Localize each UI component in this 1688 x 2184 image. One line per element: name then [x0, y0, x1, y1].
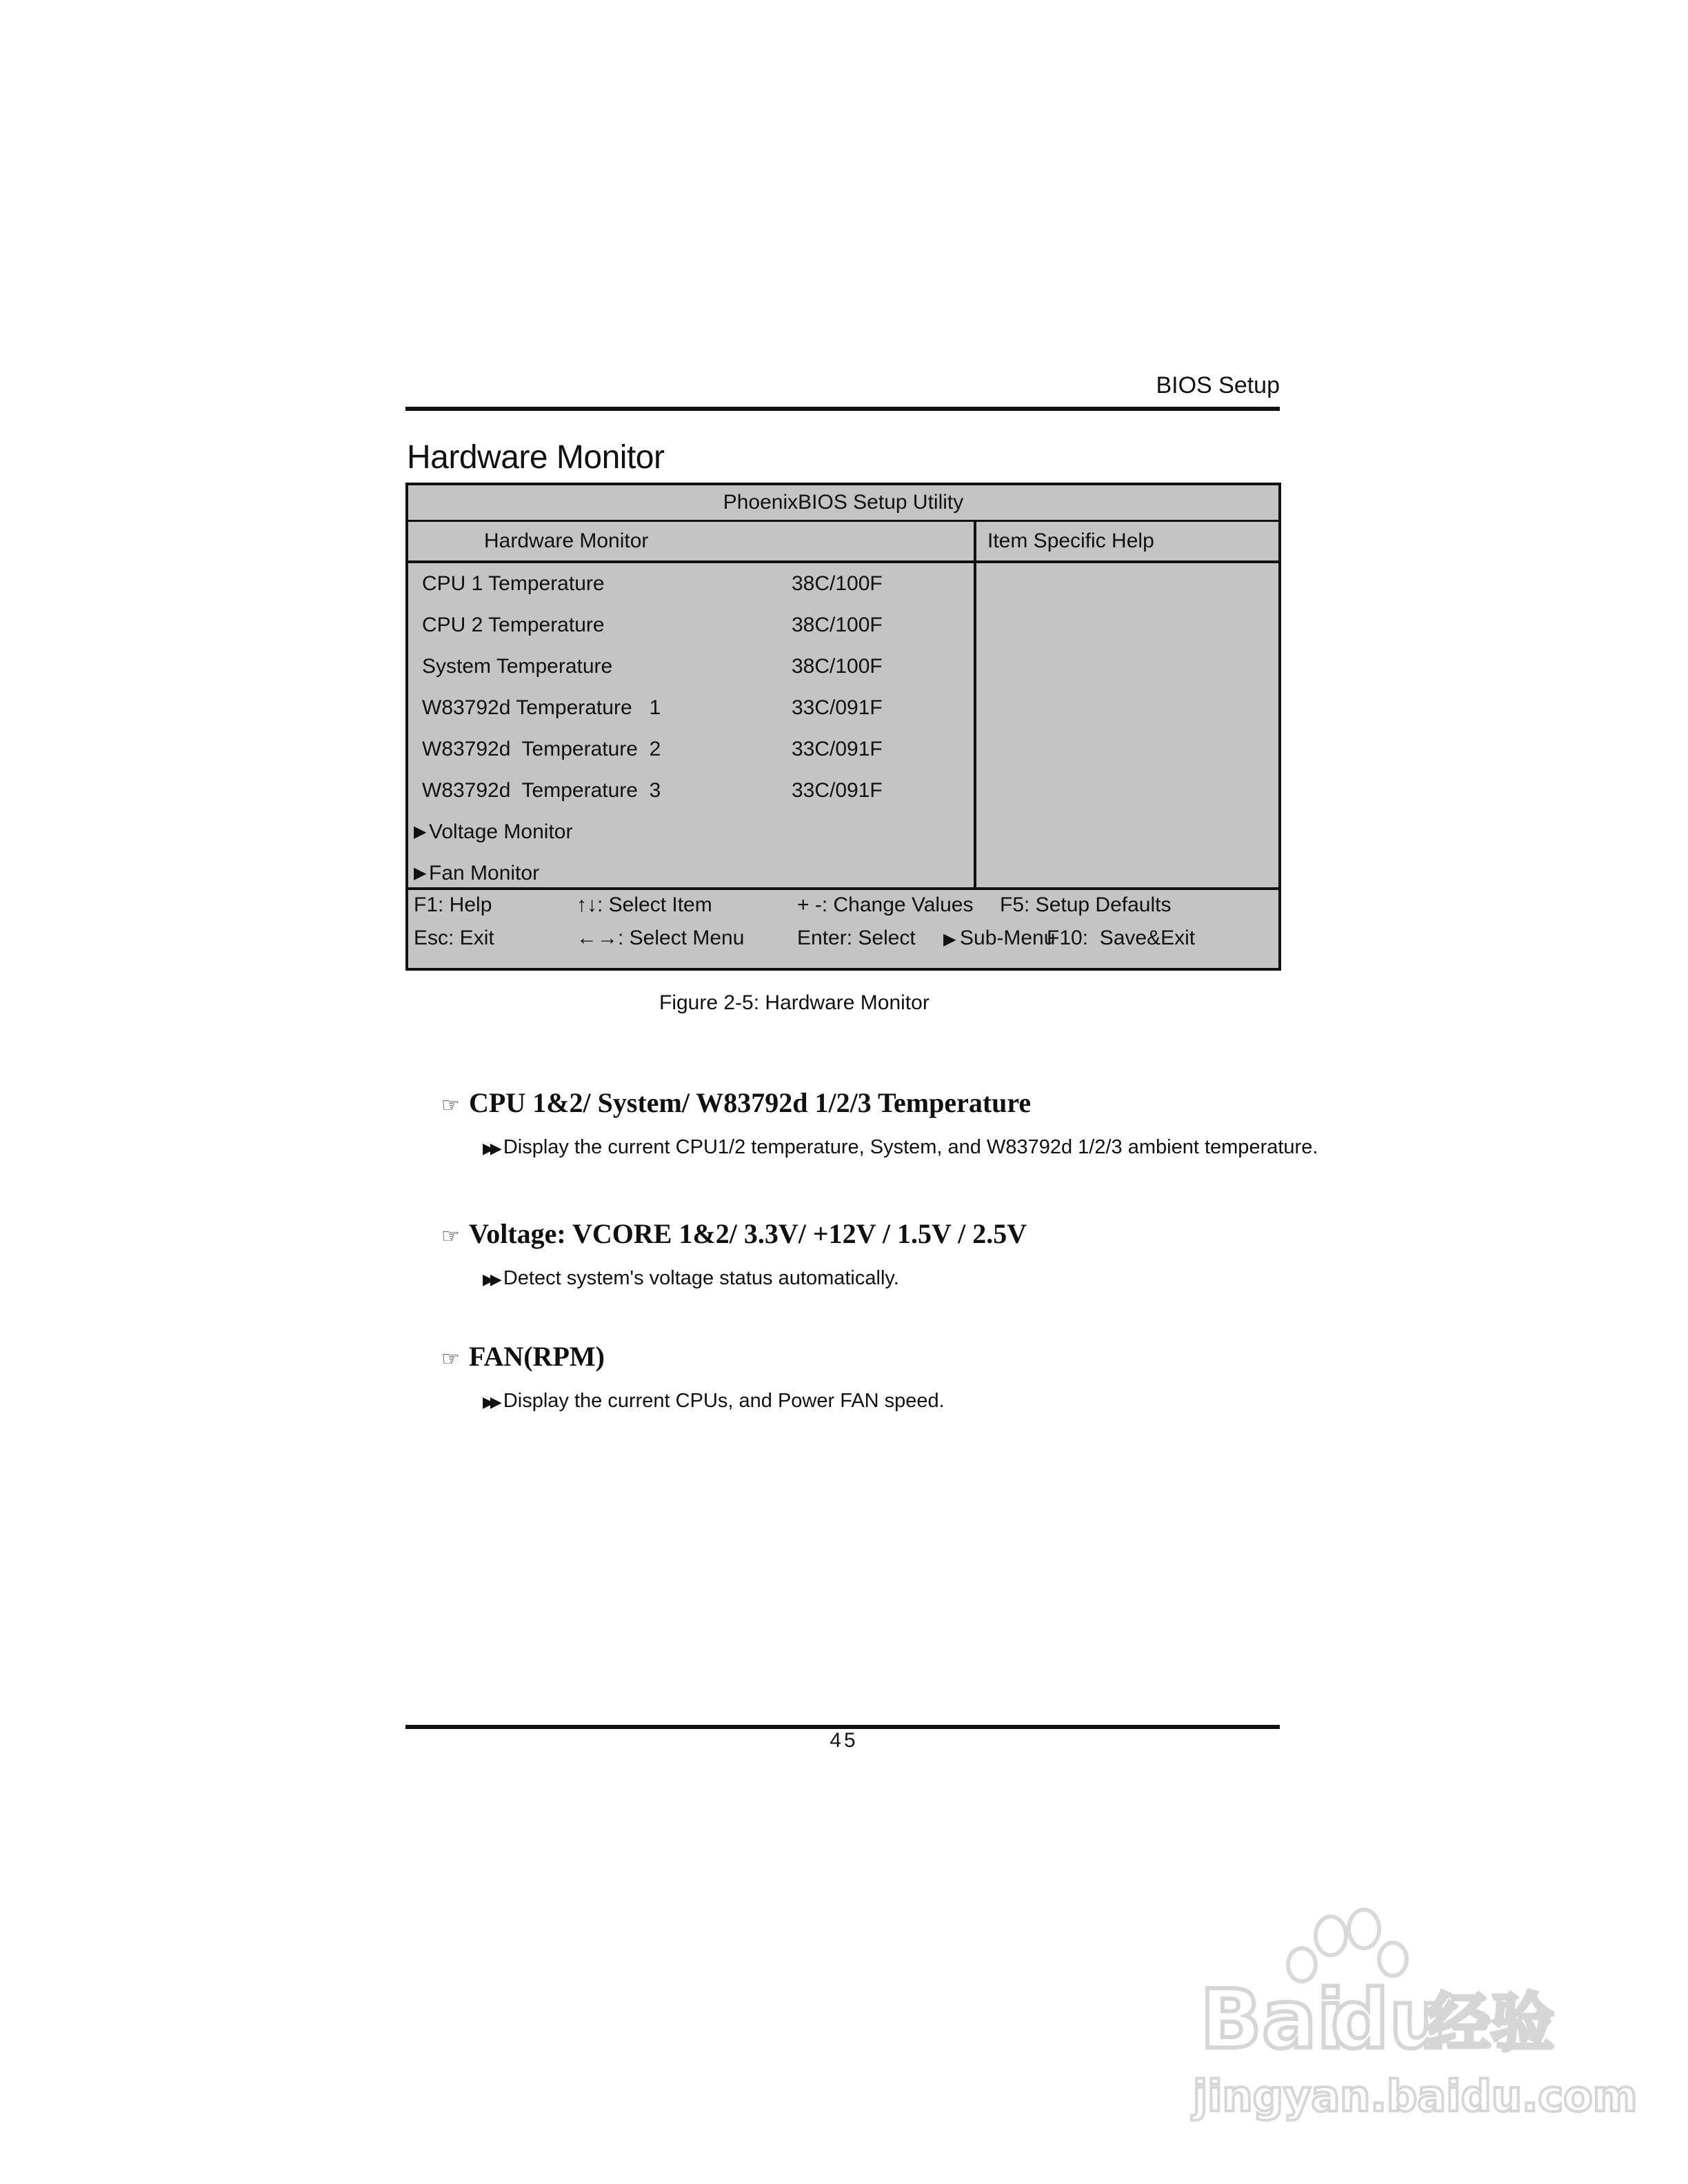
- watermark-brand2: du: [1331, 1972, 1447, 2067]
- key-sub-menu: Sub-Menu: [960, 927, 1056, 949]
- key-select-menu: ←→: Select Menu: [576, 927, 745, 949]
- watermark-brand: Bai: [1200, 1972, 1345, 2067]
- submenu-voltage-monitor[interactable]: [408, 811, 974, 853]
- key-f10-save-exit: F10: Save&Exit: [1047, 927, 1196, 949]
- bios-title: PhoenixBIOS Setup Utility: [408, 485, 1278, 522]
- help-title: Item Specific Help: [987, 529, 1154, 552]
- item-description-temperature: [483, 1136, 1318, 1159]
- key-esc-exit: Esc: Exit: [414, 927, 494, 949]
- bios-row-cpu1-temp[interactable]: [408, 563, 974, 605]
- bios-row-w83792d-temp1[interactable]: [408, 687, 974, 729]
- row-label: W83792d Temperature 3: [422, 779, 661, 802]
- header-rule: [405, 407, 1280, 411]
- menu-title: Hardware Monitor: [484, 529, 649, 552]
- row-label: System Temperature: [422, 655, 613, 678]
- item-description-voltage: [483, 1267, 899, 1290]
- triangle-right-icon: ▶: [414, 864, 427, 882]
- item-desc-text: Display the current CPUs, and Power FAN speed.: [503, 1390, 945, 1412]
- row-label: W83792d Temperature 1: [422, 696, 661, 719]
- baidu-jingyan-watermark: [1186, 1910, 1638, 2130]
- triangle-right-icon: ▶: [943, 930, 956, 949]
- key-select-item: ↑↓: Select Item: [576, 893, 712, 916]
- item-description-fan: [483, 1390, 945, 1413]
- pointing-hand-icon: ☞: [441, 1094, 460, 1117]
- bios-screen: [405, 483, 1281, 971]
- submenu-label: Fan Monitor: [429, 862, 540, 884]
- item-desc-text: Display the current CPU1/2 temperature, System, and W83792d 1/2/3 ambient temperature.: [503, 1136, 1318, 1158]
- row-label: CPU 1 Temperature: [422, 572, 605, 595]
- triangle-right-icon: ▶: [414, 822, 427, 841]
- figure-caption: Figure 2-5: Hardware Monitor: [659, 991, 930, 1014]
- page-number: 45: [830, 1729, 858, 1752]
- double-arrow-icon: ▶▶: [483, 1271, 498, 1288]
- key-legend: [414, 893, 1278, 962]
- item-heading-temperature: [441, 1086, 1031, 1119]
- item-title: Voltage: VCORE 1&2/ 3.3V/ +12V / 1.5V / 2.5V: [469, 1218, 1027, 1249]
- row-label: W83792d Temperature 2: [422, 738, 661, 760]
- item-heading-fan: [441, 1340, 605, 1373]
- pointing-hand-icon: ☞: [441, 1225, 460, 1248]
- item-title: CPU 1&2/ System/ W83792d 1/2/3 Temperature: [469, 1087, 1032, 1118]
- panel-divider: [974, 522, 976, 887]
- key-change-values: + -: Change Values: [797, 893, 974, 916]
- bios-row-w83792d-temp2[interactable]: [408, 729, 974, 770]
- key-enter-select: Enter: Select: [797, 927, 916, 949]
- bios-subheader: [408, 522, 1278, 563]
- page-title: Hardware Monitor: [407, 439, 665, 476]
- submenu-label: Voltage Monitor: [429, 820, 573, 843]
- double-arrow-icon: ▶▶: [483, 1140, 498, 1157]
- item-title: FAN(RPM): [469, 1341, 605, 1372]
- row-value: 38C/100F: [792, 614, 883, 636]
- watermark-cn: 经验: [1427, 1986, 1555, 2060]
- row-value: 33C/091F: [792, 696, 883, 719]
- row-value: 38C/100F: [792, 572, 883, 595]
- bios-row-system-temp[interactable]: [408, 646, 974, 687]
- row-label: CPU 2 Temperature: [422, 614, 605, 636]
- item-heading-voltage: [441, 1217, 1027, 1250]
- key-f5-defaults: F5: Setup Defaults: [1000, 893, 1172, 916]
- key-f1-help: F1: Help: [414, 893, 492, 916]
- watermark-url: jingyan.baidu.com: [1193, 2071, 1638, 2121]
- row-value: 33C/091F: [792, 738, 883, 760]
- bios-row-cpu2-temp[interactable]: [408, 605, 974, 646]
- row-value: 33C/091F: [792, 779, 883, 802]
- running-header: BIOS Setup: [1156, 372, 1280, 398]
- bios-row-w83792d-temp3[interactable]: [408, 770, 974, 811]
- footer-divider: [408, 887, 1278, 890]
- item-desc-text: Detect system's voltage status automatically.: [503, 1267, 899, 1289]
- row-value: 38C/100F: [792, 655, 883, 678]
- pointing-hand-icon: ☞: [441, 1348, 460, 1371]
- double-arrow-icon: ▶▶: [483, 1393, 498, 1410]
